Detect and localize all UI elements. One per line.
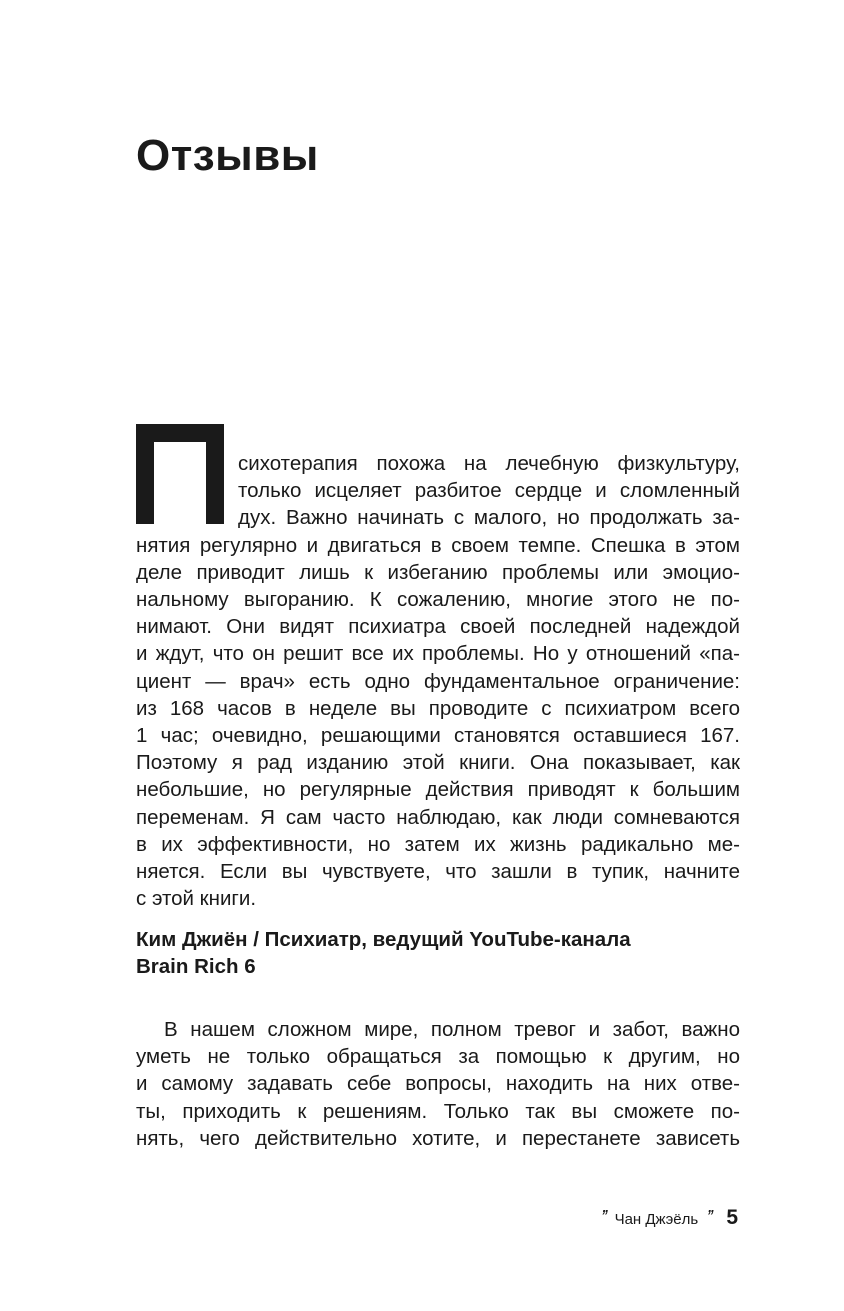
text-line: нять, чего действительно хотите, и перестанете зависеть xyxy=(136,1126,740,1150)
running-footer xyxy=(600,1206,738,1230)
text-line: из 168 часов в неделе вы проводите с психиатром всего xyxy=(136,696,740,720)
text-line: только исцеляет разбитое сердце и сломленный xyxy=(238,479,740,503)
text-line: 1 час; очевидно, решающими становятся оставшиеся 167. xyxy=(136,724,740,748)
page-number: 5 xyxy=(726,1206,738,1229)
page-title: Отзывы xyxy=(136,131,319,180)
review-text-2 xyxy=(136,1016,740,1152)
text-line: деле приводит лишь к избеганию проблемы или эмоцио- xyxy=(136,560,740,584)
text-line: циент — врач» есть одно фундаментальное ограничение: xyxy=(136,669,740,693)
text-line: ты, приходить к решениям. Только так вы сможете по- xyxy=(136,1099,740,1123)
text-line: дух. Важно начинать с малого, но продолжать за- xyxy=(238,506,740,530)
text-line: и самому задавать себе вопросы, находить на них отве- xyxy=(136,1072,740,1096)
text-line: нальному выгоранию. К сожалению, многие этого не по- xyxy=(136,588,740,612)
text-line: Поэтому я рад изданию этой книги. Она показывает, как xyxy=(136,751,740,775)
footer-author-name: Чан Джэёль xyxy=(614,1211,699,1228)
review-author-1 xyxy=(136,926,740,980)
text-line: переменам. Я сам часто наблюдаю, как люди сомневаются xyxy=(136,805,740,829)
text-line: В нашем сложном мире, полном тревог и забот, важно xyxy=(164,1018,740,1041)
text-line: сихотерапия похожа на лечебную физкультуру, xyxy=(238,452,740,475)
text-line: и ждут, что он решит все их проблемы. Но у отношений «па- xyxy=(136,642,740,666)
close-quote-mark: ’’ xyxy=(706,1207,713,1229)
text-line: нятия регулярно и двигаться в своем темпе. Спешка в этом xyxy=(136,533,740,557)
open-quote-mark: ’’ xyxy=(600,1207,607,1229)
author-channel: Brain Rich 6 xyxy=(136,955,256,979)
text-line: с этой книги. xyxy=(136,887,257,911)
text-line: уметь не только обращаться за помощью к другим, но xyxy=(136,1045,740,1069)
text-line: в их эффективности, но затем их жизнь радикально ме- xyxy=(136,832,740,856)
review-text-1 xyxy=(136,450,740,912)
text-line: небольшие, но регулярные действия приводят к большим xyxy=(136,778,740,802)
text-line: нимают. Они видят психиатра своей последней надеждой xyxy=(136,615,740,639)
author-name-role: Ким Джиён / Психиатр, ведущий YouTube-канала xyxy=(136,928,631,951)
text-line: няется. Если вы чувствуете, что зашли в тупик, начните xyxy=(136,860,740,884)
